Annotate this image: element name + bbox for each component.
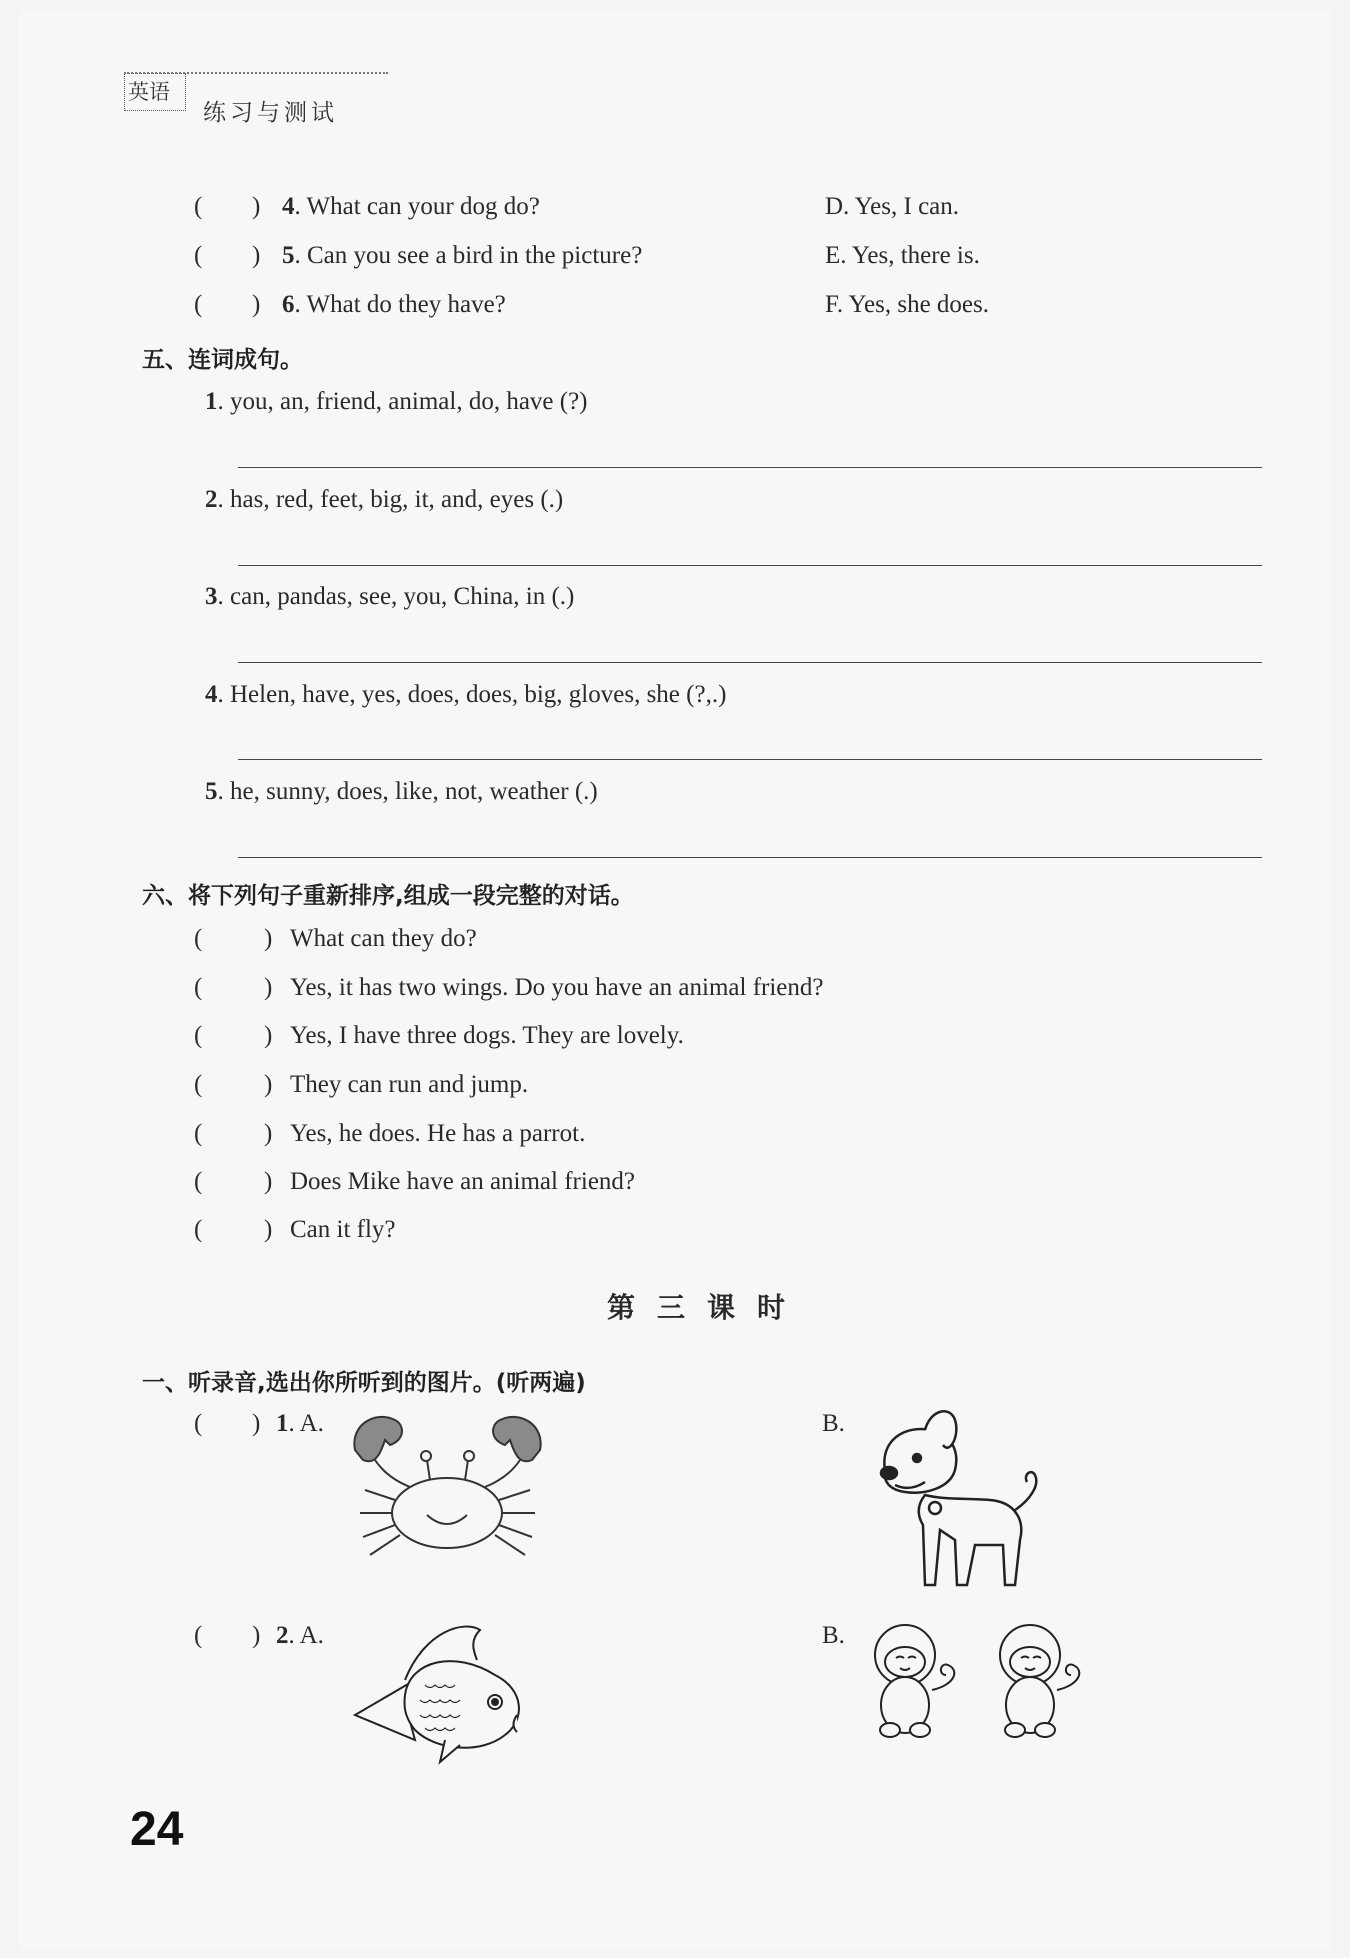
answer-line[interactable] xyxy=(238,467,1262,468)
option-a-label: 1. A. xyxy=(276,1410,324,1437)
answer-line[interactable] xyxy=(238,759,1262,760)
answer-line[interactable] xyxy=(238,662,1262,663)
word-order-item: 2. has, red, feet, big, it, and, eyes (.) xyxy=(205,486,564,513)
header-divider xyxy=(124,72,388,74)
option-a-label: 2. A. xyxy=(276,1622,324,1649)
subject-label: 英语 xyxy=(128,80,170,104)
paren-open: ( xyxy=(194,1120,203,1147)
dialogue-line: They can run and jump. xyxy=(290,1071,529,1098)
dialogue-line: Yes, I have three dogs. They are lovely. xyxy=(290,1022,684,1049)
paren-open: ( xyxy=(194,1622,203,1649)
match-answer: E. Yes, there is. xyxy=(825,242,980,269)
monkeys-icon[interactable] xyxy=(860,1620,1090,1745)
match-answer: D. Yes, I can. xyxy=(825,193,960,220)
paren-open: ( xyxy=(194,974,203,1001)
page-number: 24 xyxy=(130,1803,184,1856)
paren-close: ) xyxy=(252,291,261,318)
paren-close: ) xyxy=(252,242,261,269)
dialogue-line: What can they do? xyxy=(290,925,477,952)
word-order-item: 3. can, pandas, see, you, China, in (.) xyxy=(205,583,575,610)
paren-close: ) xyxy=(264,974,273,1001)
dialogue-line: Yes, it has two wings. Do you have an animal friend? xyxy=(290,974,824,1001)
paren-open: ( xyxy=(194,1410,203,1437)
paren-close: ) xyxy=(264,1071,273,1098)
option-b-label: B. xyxy=(822,1622,845,1649)
word-order-item: 1. you, an, friend, animal, do, have (?) xyxy=(205,388,588,415)
answer-line[interactable] xyxy=(238,565,1262,566)
paren-open: ( xyxy=(194,193,203,220)
paren-open: ( xyxy=(194,291,203,318)
paren-close: ) xyxy=(264,1216,273,1243)
paren-open: ( xyxy=(194,1216,203,1243)
dialogue-line: Yes, he does. He has a parrot. xyxy=(290,1120,586,1147)
match-question: 6. What do they have? xyxy=(282,291,506,318)
word-order-item: 5. he, sunny, does, like, not, weather (.) xyxy=(205,778,598,805)
listening-title: 一、听录音,选出你所听到的图片。(听两遍) xyxy=(142,1370,586,1396)
paren-close: ) xyxy=(264,925,273,952)
match-question: 4. What can your dog do? xyxy=(282,193,540,220)
paren-open: ( xyxy=(194,1022,203,1049)
fish-icon[interactable] xyxy=(345,1620,530,1765)
match-answer: F. Yes, she does. xyxy=(825,291,990,318)
paren-close: ) xyxy=(252,193,261,220)
paren-open: ( xyxy=(194,1168,203,1195)
paren-close: ) xyxy=(264,1022,273,1049)
paren-open: ( xyxy=(194,925,203,952)
dialogue-line: Does Mike have an animal friend? xyxy=(290,1168,636,1195)
crab-icon[interactable] xyxy=(345,1405,550,1565)
lesson-title: 第三课时 xyxy=(607,1291,808,1324)
paren-close: ) xyxy=(252,1410,261,1437)
word-order-item: 4. Helen, have, yes, does, does, big, gloves, she (?,.) xyxy=(205,681,727,708)
section-five-title: 五、连词成句。 xyxy=(142,347,303,373)
paren-close: ) xyxy=(264,1120,273,1147)
paren-close: ) xyxy=(264,1168,273,1195)
section-six-title: 六、将下列句子重新排序,组成一段完整的对话。 xyxy=(142,883,634,909)
answer-line[interactable] xyxy=(238,857,1262,858)
match-question: 5. Can you see a bird in the picture? xyxy=(282,242,643,269)
paren-open: ( xyxy=(194,242,203,269)
series-title: 练习与测试 xyxy=(203,100,338,126)
paren-open: ( xyxy=(194,1071,203,1098)
option-b-label: B. xyxy=(822,1410,845,1437)
dog-icon[interactable] xyxy=(855,1400,1050,1600)
dialogue-line: Can it fly? xyxy=(290,1216,396,1243)
paren-close: ) xyxy=(252,1622,261,1649)
